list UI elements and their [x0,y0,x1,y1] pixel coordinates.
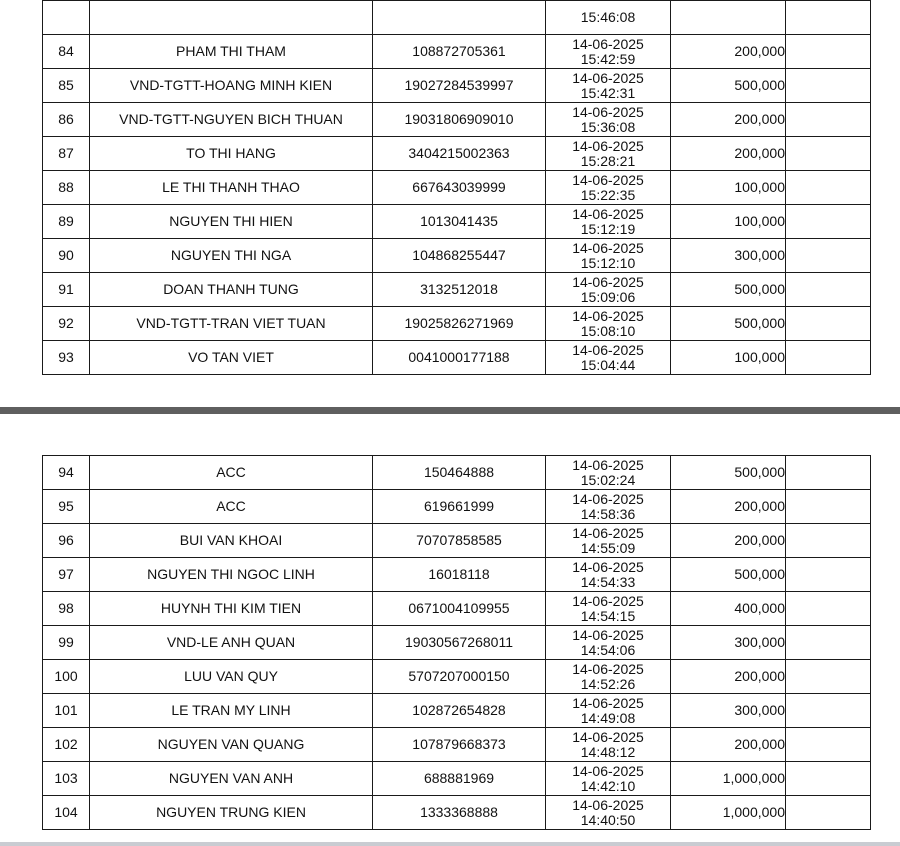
row-number: 103 [43,762,90,796]
transaction-date: 14-06-2025 [572,660,644,677]
transaction-datetime [546,796,671,830]
transaction-date: 14-06-2025 [572,307,644,324]
amount: 200,000 [671,524,786,558]
donor-name: LUU VAN QUY [90,660,373,694]
note-cell [786,728,871,762]
transaction-date: 14-06-2025 [572,558,644,575]
donation-table-page-1 [42,0,871,375]
amount: 500,000 [671,558,786,592]
table-row [43,137,871,171]
table-row [43,239,871,273]
row-number: 100 [43,660,90,694]
transaction-date: 14-06-2025 [572,69,644,86]
account-number: 688881969 [373,762,546,796]
transaction-time: 15:46:08 [580,9,636,25]
donor-name: DOAN THANH TUNG [90,273,373,307]
transaction-datetime [546,762,671,796]
amount: 500,000 [671,456,786,490]
table-row [43,307,871,341]
transaction-date: 14-06-2025 [572,239,644,256]
row-number: 90 [43,239,90,273]
transaction-time: 15:28:21 [580,152,636,169]
row-number [43,1,90,35]
amount: 500,000 [671,273,786,307]
account-number: 667643039999 [373,171,546,205]
note-cell [786,660,871,694]
transaction-time: 15:42:59 [580,50,636,67]
row-number: 96 [43,524,90,558]
amount: 200,000 [671,490,786,524]
transaction-date: 14-06-2025 [572,592,644,609]
table-row [43,796,871,830]
transaction-time: 15:09:06 [580,288,636,305]
transaction-date: 14-06-2025 [572,796,644,813]
account-number: 108872705361 [373,35,546,69]
transaction-datetime [546,456,671,490]
row-number: 102 [43,728,90,762]
amount: 200,000 [671,137,786,171]
note-cell [786,341,871,375]
row-number: 95 [43,490,90,524]
donor-name: NGUYEN THI NGOC LINH [90,558,373,592]
transaction-datetime [546,694,671,728]
row-number: 97 [43,558,90,592]
transaction-datetime [546,171,671,205]
table-row [43,1,871,35]
amount: 500,000 [671,69,786,103]
transaction-time: 15:12:10 [580,254,636,271]
note-cell [786,307,871,341]
note-cell [786,524,871,558]
table-row [43,490,871,524]
row-number: 92 [43,307,90,341]
transaction-datetime [546,239,671,273]
account-number: 1333368888 [373,796,546,830]
transaction-time: 14:48:12 [580,743,636,760]
row-number: 104 [43,796,90,830]
donor-name: NGUYEN VAN ANH [90,762,373,796]
donor-name: BUI VAN KHOAI [90,524,373,558]
transaction-date: 14-06-2025 [572,762,644,779]
note-cell [786,558,871,592]
transaction-datetime [546,307,671,341]
account-number: 107879668373 [373,728,546,762]
donor-name: ACC [90,490,373,524]
table-row [43,103,871,137]
document-page-1 [0,0,900,407]
transaction-time: 14:55:09 [580,539,636,556]
transaction-datetime [546,137,671,171]
transaction-datetime [546,341,671,375]
table-body [43,1,871,375]
donor-name: NGUYEN TRUNG KIEN [90,796,373,830]
donation-table-page-2 [42,455,871,830]
transaction-datetime [546,205,671,239]
amount: 100,000 [671,205,786,239]
row-number: 93 [43,341,90,375]
account-number: 0041000177188 [373,341,546,375]
account-number: 0671004109955 [373,592,546,626]
row-number: 94 [43,456,90,490]
table-row [43,762,871,796]
amount: 200,000 [671,103,786,137]
donor-name: VND-TGTT-NGUYEN BICH THUAN [90,103,373,137]
table-row [43,660,871,694]
donor-name: VO TAN VIET [90,341,373,375]
note-cell [786,762,871,796]
account-number: 619661999 [373,490,546,524]
donor-name: NGUYEN THI NGA [90,239,373,273]
amount: 200,000 [671,35,786,69]
table-row [43,728,871,762]
transaction-time: 14:52:26 [580,675,636,692]
transaction-date: 14-06-2025 [572,205,644,222]
transaction-datetime [546,626,671,660]
account-number: 16018118 [373,558,546,592]
donor-name: TO THI HANG [90,137,373,171]
donor-name: LE THI THANH THAO [90,171,373,205]
donor-name [90,1,373,35]
amount: 100,000 [671,341,786,375]
transaction-datetime [546,592,671,626]
row-number: 91 [43,273,90,307]
amount: 200,000 [671,660,786,694]
row-number: 88 [43,171,90,205]
account-number: 150464888 [373,456,546,490]
table-row [43,341,871,375]
donor-name: NGUYEN VAN QUANG [90,728,373,762]
table-row [43,171,871,205]
table-body [43,456,871,830]
table-row [43,273,871,307]
table-row [43,35,871,69]
amount: 100,000 [671,171,786,205]
row-number: 86 [43,103,90,137]
transaction-date: 14-06-2025 [572,171,644,188]
transaction-date: 14-06-2025 [572,103,644,120]
transaction-datetime [546,273,671,307]
transaction-time: 15:42:31 [580,84,636,101]
note-cell [786,69,871,103]
donor-name: VND-TGTT-TRAN VIET TUAN [90,307,373,341]
account-number: 3132512018 [373,273,546,307]
account-number: 3404215002363 [373,137,546,171]
table-row [43,205,871,239]
transaction-time: 15:12:19 [580,220,636,237]
table-row [43,524,871,558]
transaction-date: 14-06-2025 [572,728,644,745]
account-number: 19027284539997 [373,69,546,103]
table-row [43,456,871,490]
amount [671,1,786,35]
donor-name: PHAM THI THAM [90,35,373,69]
note-cell [786,273,871,307]
row-number: 101 [43,694,90,728]
note-cell [786,1,871,35]
row-number: 99 [43,626,90,660]
row-number: 84 [43,35,90,69]
transaction-date: 14-06-2025 [572,273,644,290]
transaction-datetime [546,558,671,592]
transaction-time: 14:40:50 [580,811,636,828]
donor-name: VND-LE ANH QUAN [90,626,373,660]
amount: 300,000 [671,626,786,660]
transaction-datetime [546,728,671,762]
note-cell [786,35,871,69]
table-row [43,626,871,660]
amount: 300,000 [671,239,786,273]
transaction-datetime [546,103,671,137]
donor-name: VND-TGTT-HOANG MINH KIEN [90,69,373,103]
transaction-datetime [546,490,671,524]
account-number: 1013041435 [373,205,546,239]
transaction-time: 14:54:33 [580,573,636,590]
amount: 500,000 [671,307,786,341]
row-number: 89 [43,205,90,239]
note-cell [786,239,871,273]
donor-name: HUYNH THI KIM TIEN [90,592,373,626]
amount: 1,000,000 [671,796,786,830]
amount: 400,000 [671,592,786,626]
donor-name: ACC [90,456,373,490]
note-cell [786,592,871,626]
note-cell [786,103,871,137]
transaction-datetime [546,1,671,35]
transaction-date: 14-06-2025 [572,35,644,52]
transaction-date: 14-06-2025 [572,137,644,154]
transaction-time: 15:04:44 [580,356,636,373]
transaction-datetime [546,69,671,103]
amount: 1,000,000 [671,762,786,796]
account-number: 19030567268011 [373,626,546,660]
donor-name: LE TRAN MY LINH [90,694,373,728]
transaction-datetime [546,524,671,558]
note-cell [786,490,871,524]
account-number: 104868255447 [373,239,546,273]
transaction-time: 14:54:06 [580,641,636,658]
note-cell [786,796,871,830]
account-number: 70707858585 [373,524,546,558]
note-cell [786,205,871,239]
transaction-date: 14-06-2025 [572,626,644,643]
table-row [43,592,871,626]
transaction-datetime [546,660,671,694]
account-number: 19025826271969 [373,307,546,341]
transaction-time: 15:02:24 [580,471,636,488]
donor-name: NGUYEN THI HIEN [90,205,373,239]
table-row [43,694,871,728]
note-cell [786,694,871,728]
transaction-time: 15:08:10 [580,322,636,339]
transaction-time: 14:42:10 [580,777,636,794]
note-cell [786,137,871,171]
transaction-date: 14-06-2025 [572,341,644,358]
note-cell [786,171,871,205]
amount: 200,000 [671,728,786,762]
transaction-time: 15:22:35 [580,186,636,203]
note-cell [786,626,871,660]
transaction-date: 14-06-2025 [572,524,644,541]
document-page-2 [0,414,900,842]
account-number: 19031806909010 [373,103,546,137]
row-number: 85 [43,69,90,103]
transaction-datetime [546,35,671,69]
transaction-time: 14:58:36 [580,505,636,522]
account-number: 5707207000150 [373,660,546,694]
transaction-time: 14:49:08 [580,709,636,726]
row-number: 87 [43,137,90,171]
transaction-date: 14-06-2025 [572,694,644,711]
transaction-date: 14-06-2025 [572,490,644,507]
account-number: 102872654828 [373,694,546,728]
note-cell [786,456,871,490]
transaction-time: 14:54:15 [580,607,636,624]
window-bottom-edge [0,842,900,846]
row-number: 98 [43,592,90,626]
account-number [373,1,546,35]
table-row [43,558,871,592]
transaction-date: 14-06-2025 [572,456,644,473]
table-row [43,69,871,103]
transaction-time: 15:36:08 [580,118,636,135]
amount: 300,000 [671,694,786,728]
page-separator [0,407,900,414]
